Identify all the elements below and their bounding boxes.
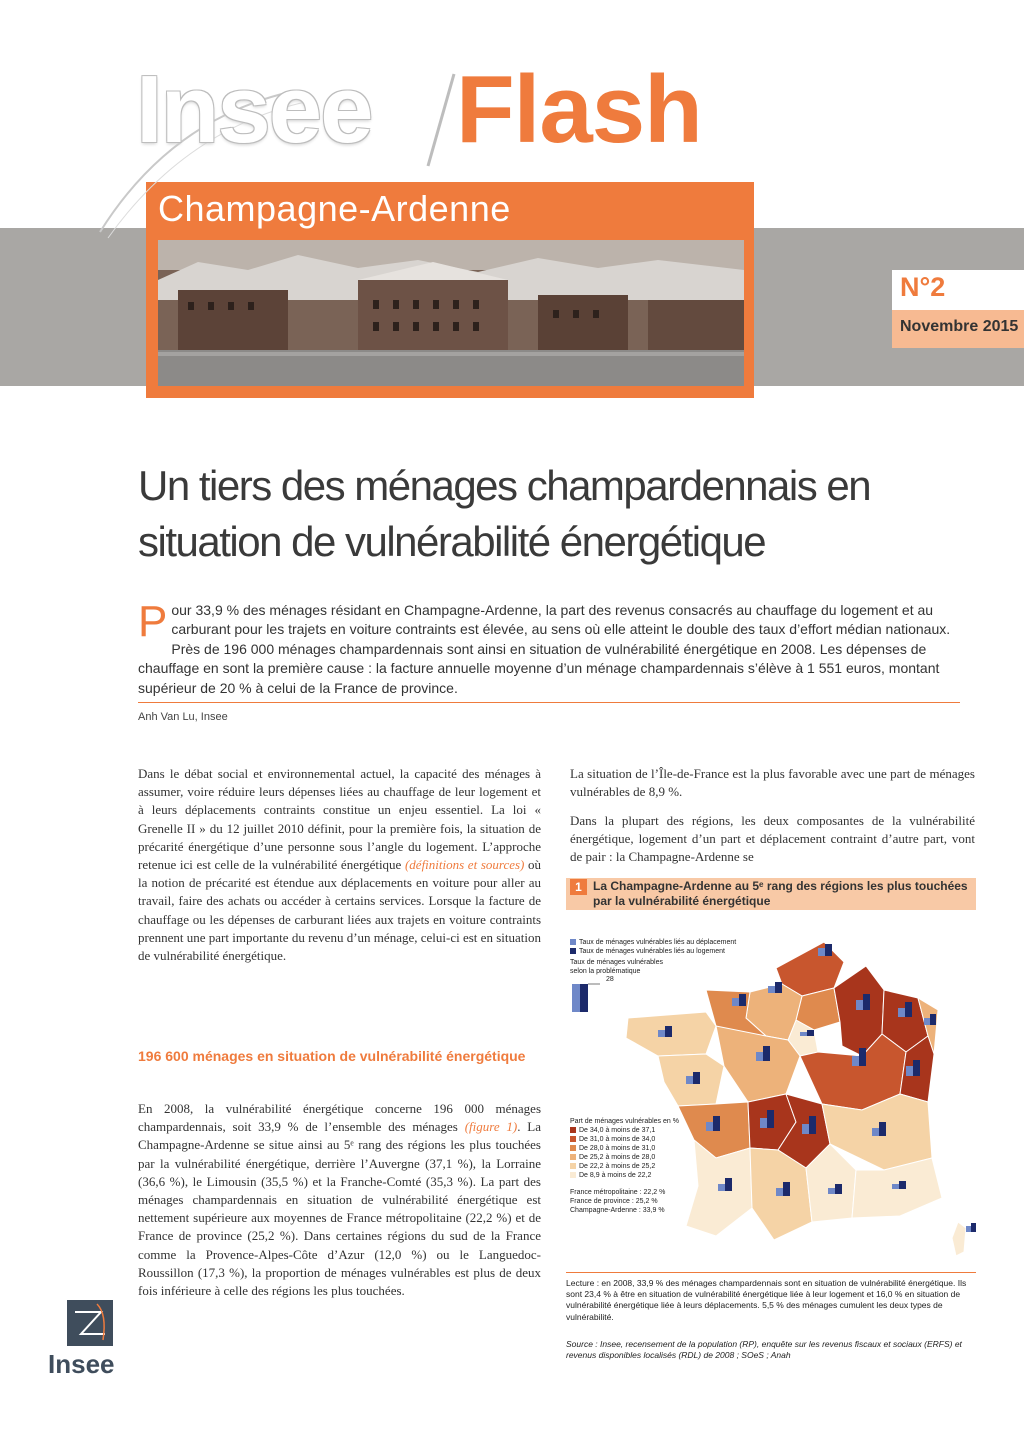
map-legend-top <box>570 938 780 984</box>
figure-source: Source : Insee, recensement de la population (RP), enquête sur les revenus fiscaux et sociaux (ERFS) et revenus disponibles localisés (RDL) de 2008 ; SOeS ; Anah <box>566 1339 962 1361</box>
legend-class-swatch <box>570 1127 576 1133</box>
legend-item-deplacement <box>570 938 780 947</box>
figure-lecture: Lecture : en 2008, 33,9 % des ménages champardennais sont en situation de vulnérabilité énergétique. Ils sont 23,4 % à être en situation de vulnérabilité énergétique liée à leur logement et 16,0 % en situation de vulnérabilité énergétique liée à leurs déplacements. 5,5 % des ménages cumulent les deux types de vulnérabilité. <box>566 1278 967 1322</box>
link-definitions-sources[interactable]: (définitions et sources) <box>404 857 525 873</box>
legend-label-logement: Taux de ménages vulnérables liés au logement <box>579 948 725 955</box>
logo-flash: Flash <box>456 56 702 163</box>
region-name: Champagne-Ardenne <box>158 188 511 229</box>
link-figure-1[interactable]: (figure 1) <box>464 1119 518 1135</box>
column2-paragraph-2: Dans la plupart des régions, les deux composantes de la vulnérabilité énergétique, logement d’un part et déplacement contraint d’autre part, vont de pair : la Champagne-Ardenne se <box>570 813 975 865</box>
legend-swatch-deplacement <box>570 939 576 945</box>
section-heading: 196 600 ménages en situation de vulnérabilité énergétique <box>138 1048 526 1064</box>
legend-class-swatch <box>570 1154 576 1160</box>
legend-class-item <box>570 1171 690 1180</box>
intro-dropcap: P <box>138 597 168 646</box>
insee-logo-icon <box>67 1300 113 1346</box>
legend-scale-value: 28 <box>606 976 614 983</box>
figure-rule <box>566 1272 976 1273</box>
column2-paragraph-1: La situation de l’Île-de-France est la plus favorable avec une part de ménages vulnérables de 8,9 %. <box>570 766 975 800</box>
legend-class-item <box>570 1135 690 1144</box>
legend-class-item <box>570 1162 690 1171</box>
figure-title: La Champagne-Ardenne au 5ᵉ rang des régions les plus touchées par la vulnérabilité énergétique <box>593 879 968 908</box>
legend-class-label: De 22,2 à moins de 25,2 <box>579 1163 656 1170</box>
paragraph-2-text-a: En 2008, la vulnérabilité énergétique concerne 196 000 ménages champardennais, soit 33,9 % de l’ensemble des ménages <box>138 1101 541 1135</box>
legend-label-deplacement: Taux de ménages vulnérables liés au déplacement <box>579 939 737 946</box>
legend-class-label: De 25,2 à moins de 28,0 <box>579 1154 656 1161</box>
legend-class-swatch <box>570 1136 576 1142</box>
logo-insee: Insee <box>136 56 372 163</box>
legend-class-label: De 28,0 à moins de 31,0 <box>579 1145 656 1152</box>
paragraph-1-text-b: où la notion de précarité est étendue aux déplacements en voiture pour aller au travail, faire des achats ou accéder à certains services. Lorsque la facture de chauffage ou les dépenses de carburant liées aux trajets en voiture contraints prennent une part importante du revenu d’un ménage, celui-ci est en situation de vulnérabilité énergétique. <box>138 857 542 964</box>
figure-number: 1 <box>570 879 587 895</box>
map-region-corse <box>952 1222 966 1256</box>
paragraph-2-text-b: . La Champagne-Ardenne se situe ainsi au 5ᵉ rang des régions les plus touchées par la vulnérabilité énergétique, derrière l’Auvergne (37,1 %), la Lorraine (36,6 %), le Limousin (35,5 %) et la Franche-Comté (35,3 %). La part des ménages champardennais en situation de vulnérabilité énergétique est nettement supérieure aux moyennes de France métropolitaine (22,2 %) et de France de province (25,2 %). Dans certaines régions du sud de la France comme la Provence-Alpes-Côte d’Azur (12,0 %) ou le Languedoc-Roussillon (17,3 %), la proportion de ménages vulnérables est plus de deux fois inférieure à celle des régions les plus touchées. <box>138 1119 542 1299</box>
legend-class-item <box>570 1153 690 1162</box>
legend-class-swatch <box>570 1172 576 1178</box>
legend-ref-france-metro: France métropolitaine : 22,2 % <box>570 1189 666 1196</box>
legend-item-logement <box>570 947 780 956</box>
intro-text: our 33,9 % des ménages résidant en Champagne-Ardenne, la part des revenus consacrés au chauffage du logement et au carburant pour les trajets en voiture contraints est élevée, au sens où elle atteint le double des taux d’effort médian nationaux. Près de 196 000 ménages champardennais sont ainsi en situation de vulnérabilité énergétique en 2008. Les dépenses de chauffage en sont la première cause : la facture annuelle moyenne d’un ménage champardennais s’élève à 1 551 euros, montant supérieur de 20 % à celui de la France de province. <box>138 602 951 696</box>
article-title <box>138 458 898 570</box>
legend-class-label: De 8,9 à moins de 22,2 <box>579 1172 652 1179</box>
paragraph-1-text-a: Dans le débat social et environnemental actuel, la capacité des ménages à assumer, voire réduire leurs dépenses liées au chauffage de leur logement et à leurs déplacements contraints constitue un enjeu essentiel. La loi « Grenelle II » du 12 juillet 2010 définit, pour la première fois, la situation de précarité énergétique d’une personne sous l’angle du logement. L’approche retenue ici est celle de la vulnérabilité énergétique <box>138 766 541 873</box>
article-author: Anh Van Lu, Insee <box>138 711 228 723</box>
paragraph-1 <box>138 765 541 965</box>
legend-swatch-logement <box>570 948 576 954</box>
intro-rule <box>138 702 960 703</box>
legend-class-swatch <box>570 1145 576 1151</box>
legend-class-label: De 34,0 à moins de 37,1 <box>579 1127 656 1134</box>
legend-ref-france-province: France de province : 25,2 % <box>570 1198 658 1205</box>
legend-ref-champagne: Champagne-Ardenne : 33,9 % <box>570 1207 665 1214</box>
issue-date: Novembre 2015 <box>900 318 1019 335</box>
article-title-line1: Un tiers des ménages champardennais en <box>138 462 871 509</box>
issue-number: N°2 <box>900 272 946 302</box>
article-title-line2: situation de vulnérabilité énergétique <box>138 518 766 565</box>
legend-class-swatch <box>570 1163 576 1169</box>
legend-class-label: De 31,0 à moins de 34,0 <box>579 1136 656 1143</box>
legend-scale-bar <box>572 984 580 1012</box>
article-intro <box>138 597 960 698</box>
legend-class-item <box>570 1144 690 1153</box>
legend-scale-title: Taux de ménages vulnérables selon la problématique <box>570 959 664 975</box>
insee-logo-text: Insee <box>48 1349 115 1379</box>
legend-class-list <box>570 1126 690 1180</box>
map-legend-classes <box>570 1117 690 1215</box>
legend-class-item <box>570 1126 690 1135</box>
legend-class-title: Part de ménages vulnérables en % <box>570 1118 679 1125</box>
paragraph-2 <box>138 1100 541 1300</box>
logo-slash <box>420 70 460 170</box>
header-photo <box>158 240 744 386</box>
